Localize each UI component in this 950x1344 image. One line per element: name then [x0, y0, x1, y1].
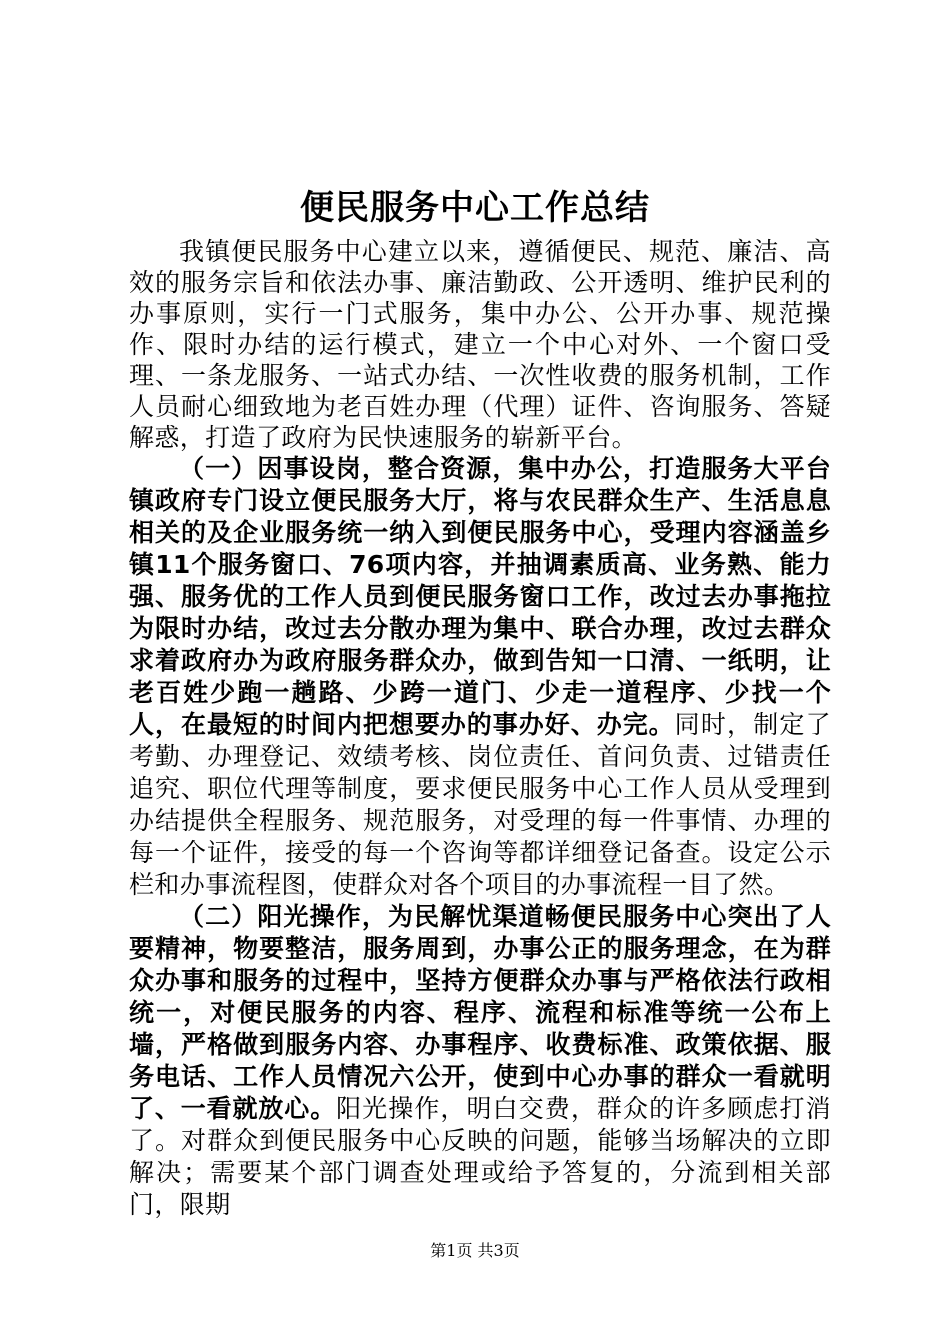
- section-2-paragraph: [129, 901, 831, 1221]
- intro-paragraph: 我镇便民服务中心建立以来，遵循便民、规范、廉洁、高效的服务宗旨和依法办事、廉洁勤政、公开透明、维护民利的办事原则，实行一门式服务，集中办公、公开办事、规范操作、限时办结的运行模式，建立一个中心对外、一个窗口受理、一条龙服务、一站式办结、一次性收费的服务机制，工作人员耐心细致地为老百姓办理（代理）证件、咨询服务、答疑解惑，打造了政府为民快速服务的崭新平台。: [129, 237, 831, 452]
- document-title: 便民服务中心工作总结: [300, 188, 650, 228]
- section-1-paragraph: [129, 453, 831, 901]
- section-1-normal-text: 同时，制定了考勤、办理登记、效绩考核、岗位责任、首问负责、过错责任追究、职位代理等制度，要求便民服务中心工作人员从受理到办结提供全程服务、规范服务，对受理的每一件事情、办理的每一个证件，接受的每一个咨询等都详细登记备查。设定公示栏和办事流程图，使群众对各个项目的办事流程一目了然。: [129, 710, 831, 899]
- page-indicator: 第1页 共3页: [430, 1241, 520, 1260]
- document-body: [129, 236, 831, 1221]
- section-2-normal-text: 阳光操作，明白交费，群众的许多顾虑打消了。对群众到便民服务中心反映的问题，能够当场解决的立即解决；需要某个部门调查处理或给予答复的，分流到相关部门，限期: [129, 1094, 831, 1219]
- section-2-bold-text: （二）阳光操作，为民解忧渠道畅便民服务中心突出了人要精神，物要整洁，服务周到，办事公正的服务理念，在为群众办事和服务的过程中，坚持方便群众办事与严格依法行政相统一，对便民服务的内容、程序、流程和标准等统一公布上墙，严格做到服务内容、办事程序、收费标准、政策依据、服务电话、工作人员情况六公开，使到中心办事的群众一看就明了、一看就放心。: [129, 902, 831, 1123]
- section-1-bold-text: （一）因事设岗，整合资源，集中办公，打造服务大平台镇政府专门设立便民服务大厅，将与农民群众生产、生活息息相关的及企业服务统一纳入到便民服务中心，受理内容涵盖乡镇11个服务窗口、76项内容，并抽调素质高、业务熟、能力强、服务优的工作人员到便民服务窗口工作，改过去办事拖拉为限时办结，改过去分散办理为集中、联合办理，改过去群众求着政府办为政府服务群众办，做到告知一口清、一纸明，让老百姓少跑一趟路、少跨一道门、少走一道程序、少找一个人，在最短的时间内把想要办的事办好、办完。: [129, 454, 831, 739]
